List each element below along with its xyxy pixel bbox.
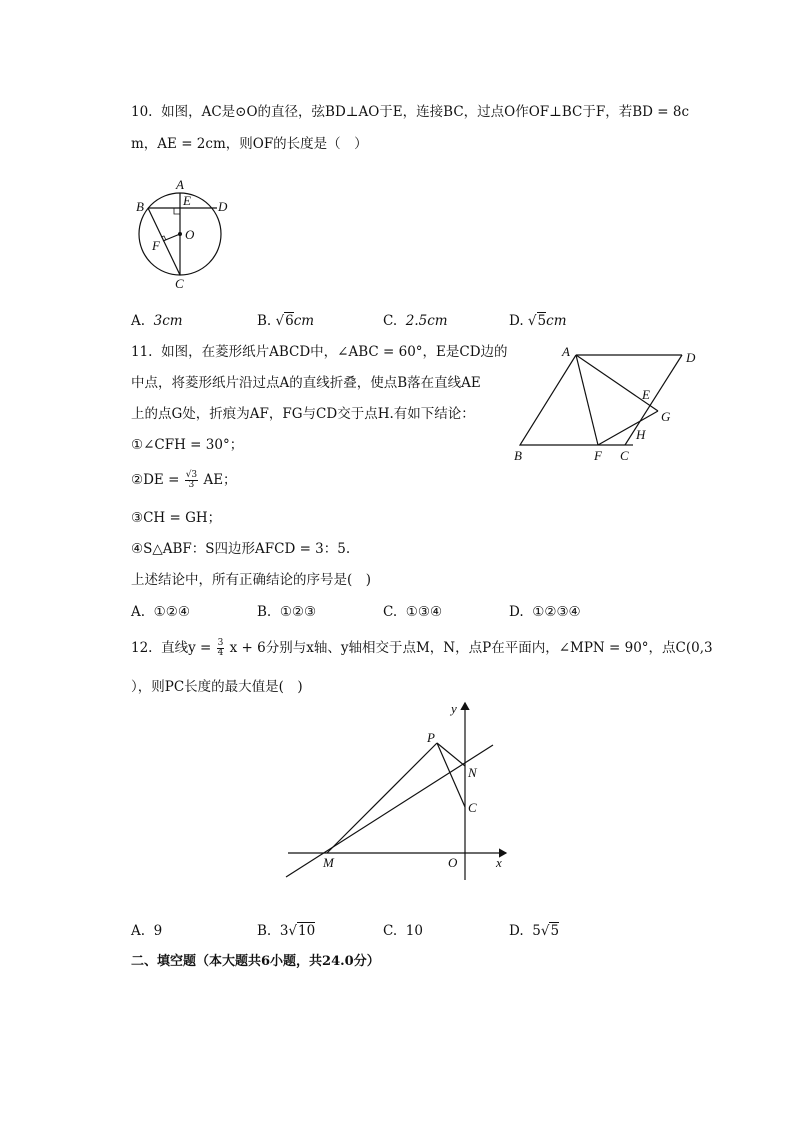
q12-label-O: O bbox=[448, 855, 458, 870]
q10-label-E: E bbox=[183, 193, 191, 208]
q11-conclusion-4: ④S△ABF：S四边形AFCD = 3：5. bbox=[131, 541, 351, 557]
q10-label-B: B bbox=[136, 199, 144, 214]
q11-number: 11. bbox=[131, 344, 153, 360]
q12-label-M: M bbox=[323, 855, 334, 870]
q10-option-a[interactable]: A. 3cm bbox=[131, 313, 183, 329]
q10-stem-line2: m，AE = 2cm，则OF的长度是（ ） bbox=[131, 136, 368, 152]
q11-option-b[interactable]: B. ①②③ bbox=[257, 604, 317, 620]
q11-stem-line2: 中点，将菱形纸片沿过点A的直线折叠，使点B落在直线AE bbox=[131, 375, 481, 391]
q11-question: 上述结论中，所有正确结论的序号是( ) bbox=[131, 572, 372, 588]
q10-number: 10. bbox=[131, 104, 153, 120]
q11-label-F: F bbox=[594, 448, 602, 463]
q12-coordinate-figure bbox=[280, 697, 520, 897]
q11-stem-line3: 上的点G处，折痕为AF，FG与CD交于点H.有如下结论： bbox=[131, 406, 475, 422]
q11-option-d[interactable]: D. ①②③④ bbox=[509, 604, 581, 620]
q12-option-b[interactable]: B. 3√10 bbox=[257, 923, 316, 939]
q11-conclusion-2: ②DE = $\frac{√3}{3}$ AE； bbox=[131, 470, 237, 490]
q12-label-N: N bbox=[468, 765, 477, 780]
q11-label-B: B bbox=[514, 448, 522, 463]
q12-label-y: y bbox=[451, 701, 457, 716]
q10-label-F: F bbox=[152, 238, 160, 253]
q10-text-line1: 如图，AC是⊙O的直径，弦BD⊥AO于E，连接BC，过点O作OF⊥BC于F，若BD = 8c bbox=[161, 104, 690, 120]
q10-label-C: C bbox=[175, 276, 184, 291]
q10-stem-line1 bbox=[131, 102, 689, 122]
q11-label-G: G bbox=[661, 409, 671, 424]
q12-stem-line2: ），则PC长度的最大值是( ) bbox=[131, 679, 303, 695]
q10-label-O: O bbox=[185, 227, 195, 242]
q11-option-c[interactable]: C. ①③④ bbox=[383, 604, 443, 620]
q11-label-A: A bbox=[562, 344, 570, 359]
section-2-heading: 二、填空题（本大题共6小题，共24.0分） bbox=[131, 954, 380, 969]
q12-option-d[interactable]: D. 5√5 bbox=[509, 923, 560, 939]
q12-label-C: C bbox=[468, 800, 477, 815]
q11-stem-line1: 11. 如图，在菱形纸片ABCD中，∠ABC = 60°，E是CD边的 bbox=[131, 344, 508, 360]
q12-label-P: P bbox=[427, 730, 435, 745]
q12-label-x: x bbox=[496, 855, 502, 870]
q11-label-E: E bbox=[642, 387, 650, 402]
q10-circle-figure bbox=[130, 172, 240, 292]
q11-conclusion-1: ①∠CFH = 30°； bbox=[131, 437, 244, 453]
q10-label-D: D bbox=[218, 199, 228, 214]
q12-stem-line1: 12. 直线y = $\frac{3}{4}$ x + 6分别与x轴、y轴相交于点M，N，点P在平面内，∠MPN = 90°，点C(0,3 bbox=[131, 638, 713, 658]
q11-option-a[interactable]: A. ①②④ bbox=[131, 604, 190, 620]
q12-option-a[interactable]: A. 9 bbox=[131, 923, 163, 939]
q10-option-b[interactable]: B. √6cm bbox=[257, 313, 315, 329]
q11-rhombus-figure bbox=[510, 343, 715, 463]
q11-label-D: D bbox=[686, 350, 696, 365]
q10-option-c[interactable]: C. 2.5cm bbox=[383, 313, 448, 329]
q10-option-d[interactable]: D. √5cm bbox=[509, 313, 567, 329]
q11-conclusion-3: ③CH = GH； bbox=[131, 510, 222, 526]
q12-number: 12. bbox=[131, 640, 153, 656]
q11-label-C: C bbox=[620, 448, 629, 463]
q12-option-c[interactable]: C. 10 bbox=[383, 923, 423, 939]
q11-label-H: H bbox=[636, 427, 646, 442]
q10-label-A: A bbox=[176, 177, 184, 192]
